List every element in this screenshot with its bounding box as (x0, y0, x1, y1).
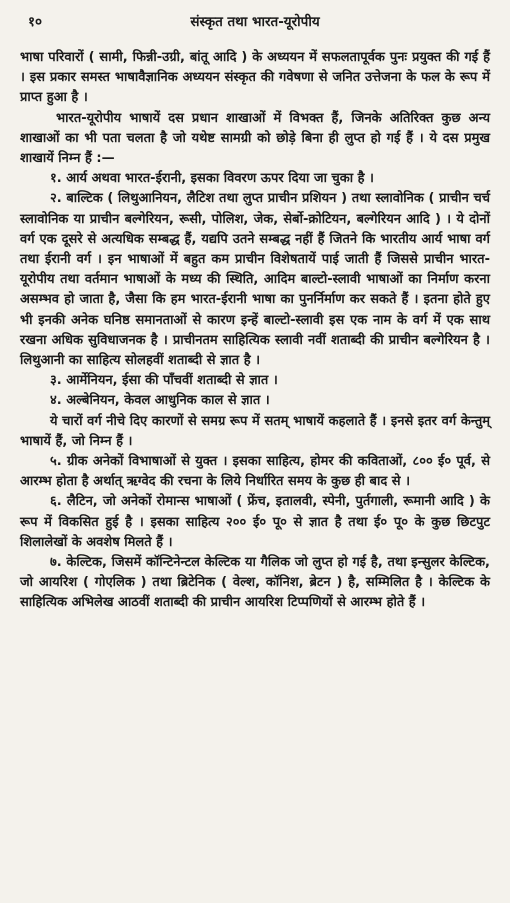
list-item: ७. केल्टिक, जिसमें कॉन्टिनेन्टल केल्टिक या गैलिक जो लुप्त हो गई है, तथा इन्सुलर केल्टिक, जो आयरिश ( गोएलिक ) तथा ब्रिटेनिक ( वेल्श, कॉनिश, ब्रेटन ) है, सम्मिलित है । केल्टिक के साहित्यिक अभिलेख आठवीं शताब्दी की प्राचीन आयरिश टिप्पणियों से आरम्भ होते हैं । (20, 555, 490, 611)
list-item: १. आर्य अथवा भारत-ईरानी, इसका विवरण ऊपर दिया जा चुका है । (50, 171, 374, 187)
page-header (20, 12, 490, 34)
list-item: ४. अल्बेनियन, केवल आधुनिक काल से ज्ञात । (50, 393, 270, 409)
paragraph: भाषा परिवारों ( सामी, फिन्नी-उग्री, बांतू आदि ) के अध्ययन में सफलतापूर्वक पुनः प्रयुक्त की गई हैं । इस प्रकार समस्त भाषावैज्ञानिक अध्ययन संस्कृत की गवेषणा से जनित उत्तेजना के फल के रूप में प्राप्त हुआ है । (20, 50, 490, 106)
page-number: १० (28, 14, 43, 30)
list-item: ६. लैटिन, जो अनेकों रोमान्स भाषाओं ( फ्रेंच, इतालवी, स्पेनी, पुर्तगाली, रूमानी आदि ) के रूप में विकसित हुई है । इसका साहित्य २०० ई० पू० से ज्ञात है तथा ई० पू० के कुछ छिटपुट शिलालेखों के अवशेष मिलते हैं । (20, 494, 490, 550)
list-item: ३. आर्मेनियन, ईसा की पाँचवीं शताब्दी से ज्ञात । (50, 373, 278, 389)
paragraph: भारत-यूरोपीय भाषायें दस प्रधान शाखाओं में विभक्त हैं, जिनके अतिरिक्त कुछ अन्य शाखाओं का भी पता चलता है जो यथेष्ट सामग्री को छोड़े बिना ही लुप्त हो गई हैं । ये दस प्रमुख शाखायें निम्न हैं :— (20, 110, 490, 167)
running-title: संस्कृत तथा भारत-यूरोपीय (190, 14, 320, 30)
paragraph: ये चारों वर्ग नीचे दिए कारणों से समग्र रूप में सतम् भाषायें कहलाते हैं । इनसे इतर वर्ग केन्तुम् भाषायें हैं, जो निम्न हैं । (20, 413, 490, 449)
list-item: ५. ग्रीक अनेकों विभाषाओं से युक्त । इसका साहित्य, होमर की कविताओं, ८०० ई० पूर्व, से आरम्भ होता है अर्थात् ऋग्वेद की रचना के लिये निर्धारित समय के कुछ ही बाद से । (20, 454, 490, 490)
body-text (20, 48, 490, 614)
list-item: २. बाल्टिक ( लिथुआनियन, लैटिश तथा लुप्त प्राचीन प्रशियन ) तथा स्लावोनिक ( प्राचीन चर्च स्लावोनिक या प्राचीन बल्गेरियन, रूसी, पोलिश, जेक, सेर्बो-क्रोटियन, बल्गेरियन आदि ) । ये दोनों वर्ग एक दूसरे से अत्यधिक सम्बद्ध हैं, यद्यपि उतने सम्बद्ध नहीं हैं जितने कि भारतीय आर्य भाषा वर्ग तथा ईरानी वर्ग । इन भाषाओं में बहुत कम प्राचीन विशेषतायें पाई जाती हैं जिससे प्राचीन भारत-यूरोपीय तथा वर्तमान भाषाओं के मध्य की स्थिति, आदिम बाल्टो-स्लावी भाषाओं का निर्माण करना असम्भव हो जाता है, जैसा कि हम भारत-ईरानी भाषा का पुनर्निर्माण कर सकते हैं । इतना होते हुए भी इनकी अनेक घनिष्ठ समानताओं से कारण इन्हें बाल्टो-स्लावी इस एक नाम के वर्ग में एक साथ रखना अधिक सुविधाजनक है । प्राचीनतम साहित्यिक स्लावी नवीं शताब्दी की प्राचीन बल्गेरियन है । लिथुआनी का साहित्य सोलहवीं शताब्दी से ज्ञात है । (20, 191, 490, 369)
